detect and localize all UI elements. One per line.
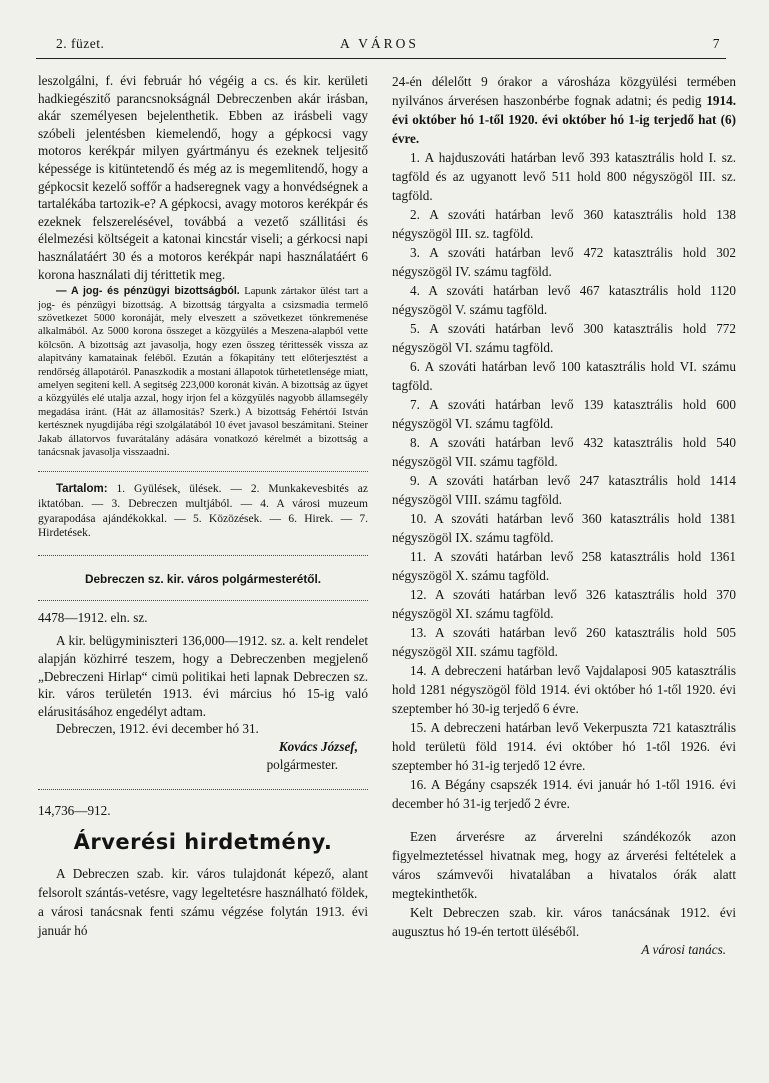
parcel-item: 7. A szováti határban levő 139 katasztrális hold 600 négyszögöl VI. számu tagföld. (392, 397, 736, 431)
toc-label: Tartalom: (56, 483, 108, 496)
section-divider (38, 600, 368, 601)
parcel-item: 13. A szováti határban levő 260 katasztrális hold 505 négyszögöl XII. számu tagföld. (392, 625, 736, 659)
header-rule (36, 58, 726, 59)
parcel-item: 12. A szováti határban levő 326 katasztrális hold 370 négyszögöl XI. számu tagföld. (392, 587, 736, 621)
parcel-item: 16. A Bégány csapszék 1914. évi január hó 1-től 1916. évi december hó 31-ig terjedő 2 évre. (392, 777, 736, 811)
parcel-list (392, 148, 736, 813)
parcel-item: 5. A szováti határban levő 300 katasztrális hold 772 négyszögöl VI. számu tagföld. (392, 321, 736, 355)
section-divider (38, 471, 368, 472)
parcel-item: 3. A szováti határban levő 472 katasztrális hold 302 négyszögöl IV. számu tagföld. (392, 245, 736, 279)
toc-body: 1. Gyülések, ülések. — 2. Munkakevesbités az iktatóban. — 3. Debreczen multjából. — 4. A városi muzeum gyarapodása ajándékokkal. — 5. Közözések. — 6. Hirek. — 7. Hirdetések. (38, 483, 368, 540)
auction-notice: Ezen árverésre az árverelni szándékozók azon figyelmeztetéssel hivatnak meg, hogy az árverési feltételek a város számvevői hivatalában a hivatalos órák alatt megtekinthetők. (392, 829, 736, 901)
parcel-item: 2. A szováti határban levő 360 katasztrális hold 138 négyszögöl III. sz. tagföld. (392, 207, 736, 241)
right-column (392, 72, 736, 959)
decree-dateline: Debreczen, 1912. évi december hó 31. (56, 721, 259, 737)
section-divider (38, 555, 368, 556)
decree-reference: 4478—1912. eln. sz. (38, 609, 148, 625)
mayor-title: polgármester. (266, 756, 338, 772)
parcel-item: 4. A szováti határban levő 467 katasztrális hold 1120 négyszögöl V. számu tagföld. (392, 283, 736, 317)
left-column (38, 72, 368, 940)
parcel-item: 1. A hajduszováti határban levő 393 katasztrális hold I. sz. tagföld és az ugyanott levő 511 hold 800 négyszögöl III. sz. tagföld. (392, 150, 736, 203)
council-closing: Kelt Debreczen szab. kir. város tanácsának 1912. évi augusztus hó 19-én tertott üléséből. (392, 905, 736, 939)
council-signoff: A városi tanács. (641, 942, 726, 957)
parcel-item: 6. A szováti határban levő 100 katasztrális hold VI. számu tagföld. (392, 359, 736, 393)
section-divider (38, 789, 368, 790)
article-continuation: leszolgálni, f. évi február hó végéig a cs. és kir. kerületi hadkiegészitő parancsnokságnál Debreczenben akár irásban, akár személyesen bejelenthetik. Ebben az irásbeli vagy szóbeli jelentésben kiemelendő, hogy a gépkocsi vagy motoros kerékpár milyen gyártmányu és ezeknek teljesitő képessége is kitüntetendő és még az is megemlitendő, hogy a gépkocsit kezelő soffőr a hadseregnek vagy a honvédségnek a tartalékába tartozik-e? A gépkocsi, avagy motoros kerékpár és ezeknek felszerelésével, továbbá a vezető szállitási és élelmezési költségeit a katonai kincstár viseli; a gérkocsi napi használatáért 30 és a motoros kerékpár napi használatáért 6 korona használati dij térittetik meg. (38, 73, 368, 282)
journal-title: A VÁROS (340, 36, 419, 51)
committee-report-body: Lapunk zártakor ülést tart a jog- és pénzügyi bizottság. A bizottság tárgyalta a csizsmadia termelő szövetkezet 5000 koronáját, mely elveszett a szövetkezet tönkremenése alkalmából. Az 5000 korona összeget a közgyülés a Meszena-alapból vette kölcsön. A bizottság azt javasolja, hogy ezen összeg térittessék vissza az alapitvány kamatainak feléből. Ezután a főkapitány tett előterjesztést a rendőrség állapotáról. Panaszkodik a mostani állapotok tűrhetetlensége miatt, amelyen segiteni kell. A segitség 223,000 koronát kiván. A bizottság az ügyet a közgyülés elé utalja azzal, hogy irjon fel a közgyülés nagyobb államsegély megadása iránt. (Hát az államositás? Szerk.) A bizottság Fehértói István kertésznek nyugdijába régi szolgálatából 10 évet javasol beszámitani. Steiner Jakab állatorvos fuvarátalány adására vonatkozó kérelmét a bizottság a tanácsnak javasolja visszaadni. (38, 286, 368, 458)
auction-terms-text: 24-én délelőtt 9 órakor a városháza közgyülési termében nyilvános árverésen haszonbérbe fognak adatni; és pedig (392, 74, 736, 108)
committee-report (38, 285, 368, 459)
auction-intro: A Debreczen szab. kir. város tulajdonát képező, alant felsorolt szántás-vetésre, vagy legeltetésre használható földek, a városi tanácsnak fenti számu végzése folytán 1913. évi január hó (38, 865, 368, 938)
parcel-item: 10. A szováti határban levő 360 katasztrális hold 1381 négyszögöl IX. számu tagföld. (392, 511, 736, 545)
auction-terms (392, 72, 736, 148)
auction-title: Árverési hirdetmény. (73, 829, 333, 854)
committee-report-heading: — A jog- és pénzügyi bizottságból. (56, 285, 240, 298)
mayor-signature: Kovács József, (278, 738, 358, 754)
page-header (56, 36, 720, 58)
decree-body: A kir. belügyminiszteri 136,000—1912. sz. a. kelt rendelet alapján közhirré teszem, hogy a Debreczenben megjelenő „Debreczeni Hirlap“ cimü politikai heti lapnak Debreczen sz. kir. város területén 1913. évi március hó 15-ig való elárusitásához engedélyt adtam. (38, 633, 368, 719)
mayor-section-heading: Debreczen sz. kir. város polgármesterétől. (84, 571, 322, 586)
auction-reference: 14,736—912. (38, 803, 111, 819)
issue-number: 2. füzet. (56, 36, 105, 51)
parcel-item: 14. A debreczeni határban levő Vajdalaposi 905 katasztrális hold 1281 négyszögöl föld 1914. évi október hó 1-től 1920. évi szeptember hó 30-ig terjedő 6 évre. (392, 663, 736, 716)
parcel-item: 8. A szováti határban levő 432 katasztrális hold 540 négyszögöl VII. számu tagföld. (392, 435, 736, 469)
page-number: 7 (712, 36, 720, 51)
lease-period: 1914. évi október hó 1-től 1920. évi október hó 1-ig terjedő hat (6) évre. (392, 93, 736, 146)
parcel-item: 11. A szováti határban levő 258 katasztrális hold 1361 négyszögöl X. számu tagföld. (392, 549, 736, 583)
table-of-contents (38, 482, 368, 540)
parcel-item: 15. A debreczeni határban levő Vekerpuszta 721 katasztrális hold területü föld 1914. évi október hó 1-től 1926. évi szeptember hó 31-ig terjedő 12 évre. (392, 720, 736, 773)
parcel-item: 9. A szováti határban levő 247 katasztrális hold 1414 négyszögöl VIII. számu tagföld. (392, 473, 736, 507)
